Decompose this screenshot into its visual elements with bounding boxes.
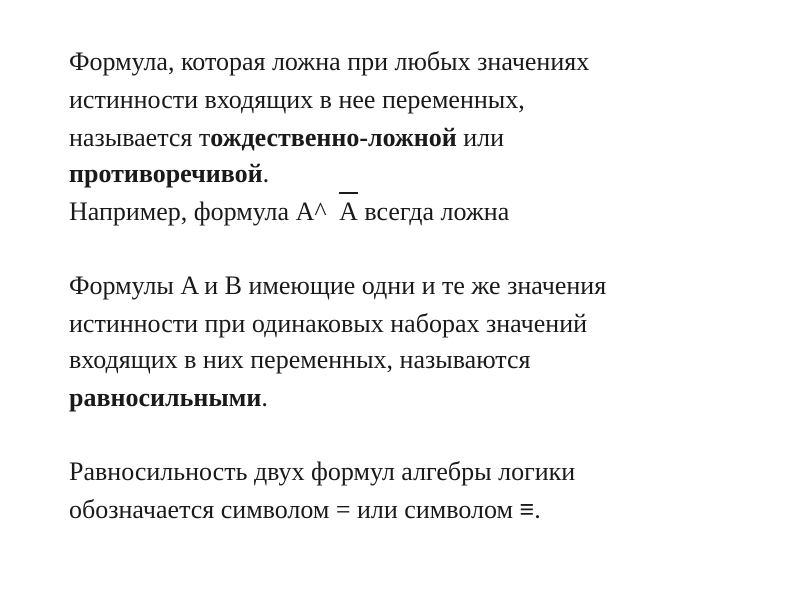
- term-contradictory: противоречивой: [69, 159, 263, 188]
- def1-line1: [69, 46, 589, 78]
- def2-line1: [69, 270, 606, 302]
- def1-line3: [69, 122, 504, 154]
- def2-line3-text: входящих в них переменных, называются: [69, 345, 531, 374]
- equivalence-symbol: ≡: [519, 495, 535, 524]
- def2-line4: [69, 382, 268, 414]
- def2-line4-suffix: .: [261, 383, 268, 412]
- term-equivalent: равносильными: [69, 383, 262, 412]
- def3-line1-text: Равносильность двух формул алгебры логики: [69, 457, 576, 486]
- term-identically-false: ождественно-ложной: [210, 123, 457, 152]
- def1-line4: [69, 158, 269, 190]
- def1-line1-text: Формула, которая ложна при любых значениях: [69, 47, 590, 76]
- def2-line2: [69, 308, 587, 340]
- def1-line4-suffix: .: [262, 159, 270, 188]
- def3-line2-prefix: обозначается символом = или символом: [69, 495, 520, 524]
- negated-variable: [339, 196, 358, 228]
- def2-line2-text: истинности при одинаковых наборах значений: [69, 309, 588, 338]
- def2-line1-text: Формулы A и B имеющие одни и те же значения: [69, 271, 607, 300]
- def1-line2-text: истинности входящих в нее переменных,: [69, 85, 525, 114]
- example-suffix: всегда ложна: [357, 197, 510, 226]
- def1-line2: [69, 84, 525, 116]
- example-line: [69, 196, 509, 228]
- def3-line1: [69, 456, 575, 488]
- def1-line3-prefix: называется т: [69, 123, 211, 152]
- example-prefix: Например, формула A^: [69, 197, 334, 226]
- def2-line3: [69, 344, 530, 376]
- negation-bar: [339, 192, 358, 194]
- def1-line3-suffix: или: [456, 123, 505, 152]
- def3-line2: [69, 494, 541, 526]
- negated-variable-letter: A: [339, 197, 358, 226]
- def3-line2-suffix: .: [534, 495, 541, 524]
